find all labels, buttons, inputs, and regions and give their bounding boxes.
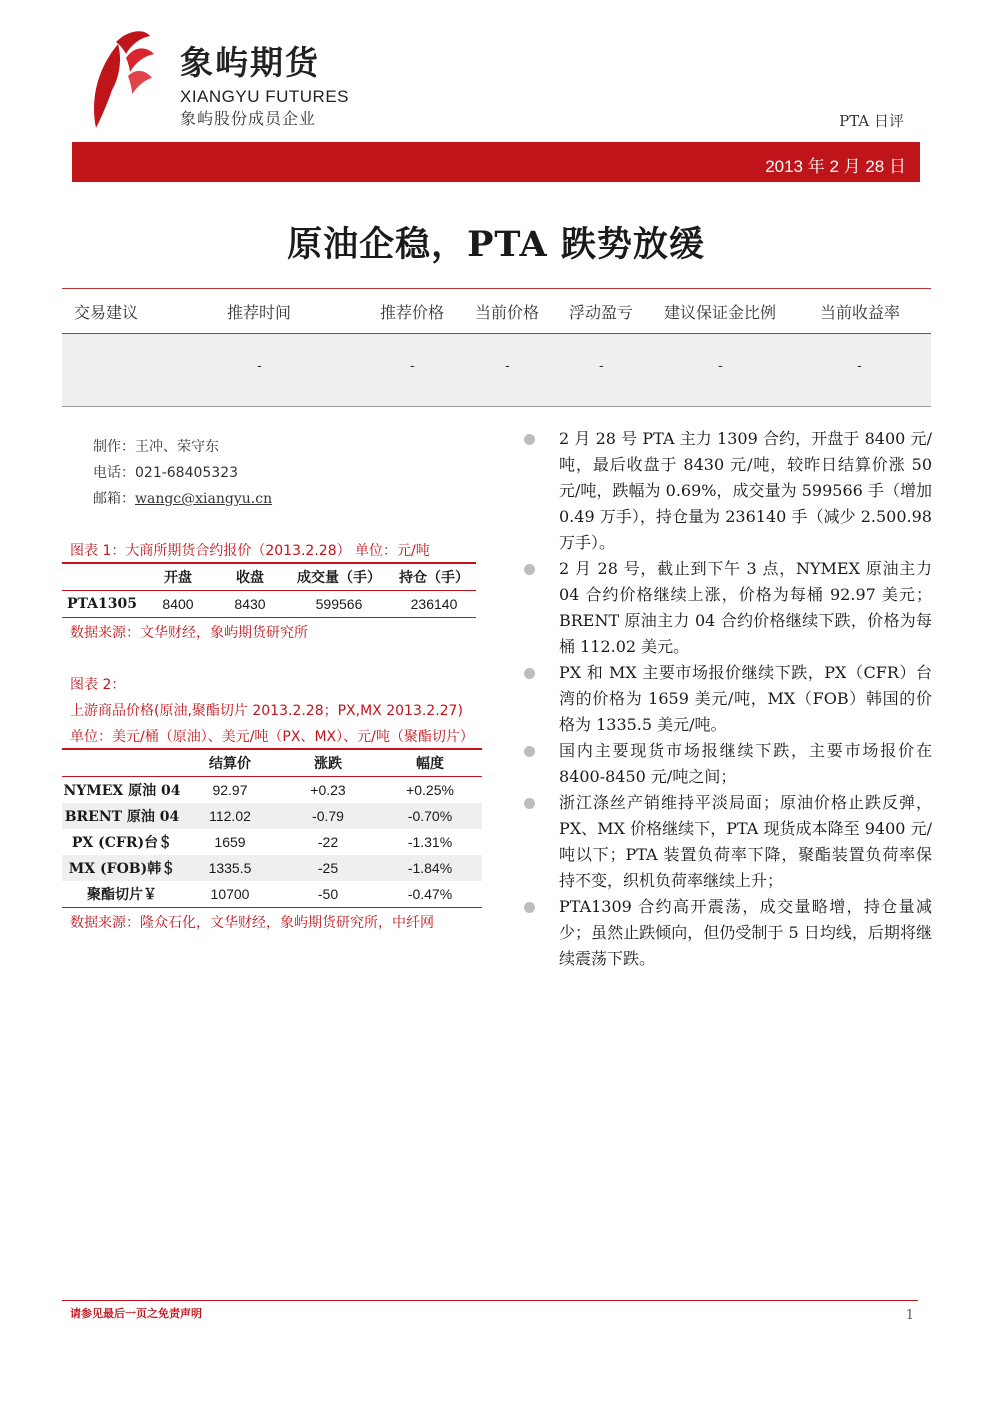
futures-quote-table [62,562,476,618]
brand-name-en: XIANGYU FUTURES [180,87,350,106]
change-cell: -22 [317,834,339,850]
bullet-text: PTA1309 合约高开震荡，成交量略增，持仓量减少；虽然止跌倾向，但仍受制于 5 日均线，后期将继续震荡下跌。 [559,897,932,968]
rec-header: 交易建议 [74,303,139,322]
table1-caption: 图表 1：大商所期货合约报价（2013.2.28） 单位：元/吨 [70,543,430,559]
open-cell: 8400 [162,596,194,612]
rec-header: 当前收益率 [820,303,901,322]
pct-cell: -0.47% [407,886,453,902]
rec-header: 推荐时间 [227,303,292,322]
price-cell: 112.02 [182,803,278,829]
commentary-list [522,426,932,972]
table2-caption-line3: 单位：美元/桶（原油）、美元/吨（PX、MX）、元/吨（聚酯切片） [70,729,474,745]
bullet-icon [524,746,535,757]
table-row [62,591,476,618]
rec-header: 浮动盈亏 [569,303,634,322]
bullet-icon [524,434,535,445]
table-header-row [62,563,476,591]
contract-cell: PTA1305 [66,596,137,612]
bullet-icon [524,564,535,575]
position-cell: 236140 [410,596,458,612]
table-border-bottom [62,406,931,407]
upstream-price-table [62,748,482,908]
price-cell: 92.97 [212,782,248,798]
bullet-text: PX 和 MX 主要市场报价继续下跌，PX（CFR）台湾的价格为 1659 美元/吨，MX（FOB）韩国的价格为 1335.5 美元/吨。 [559,663,932,734]
header-cell [62,749,182,777]
change-cell: +0.23 [310,782,346,798]
price-cell: 1659 [214,834,246,850]
rec-header: 建议保证金比例 [664,303,777,322]
list-item [522,426,932,556]
rec-values-row [62,334,931,406]
list-item [522,738,932,790]
header-cell: 幅度 [416,756,444,772]
disclaimer-note: 请参见最后一页之免责声明 [70,1307,202,1320]
change-cell: -0.79 [278,803,378,829]
table-row [62,777,482,804]
logo-icon [88,28,156,132]
close-cell: 8430 [234,596,266,612]
header-cell: 结算价 [209,756,251,772]
document-type: PTA 日评 [839,112,904,130]
table-row [62,855,482,881]
brand-name-cn: 象屿期货 [180,43,320,82]
table2-caption-line2: 上游商品价格(原油,聚酯切片 2013.2.28；PX,MX 2013.2.27) [70,703,463,719]
pct-cell: -1.31% [407,834,453,850]
volume-cell: 599566 [315,596,363,612]
commodity-cell: MX (FOB)韩＄ [62,855,182,881]
rec-header: 推荐价格 [380,303,445,322]
header-cell: 收盘 [236,570,264,586]
author: 制作：王冲、荣守东 [93,439,219,455]
list-item [522,660,932,738]
list-item [522,894,932,972]
list-item [522,556,932,660]
price-cell: 1335.5 [182,855,278,881]
bullet-text: 国内主要现货市场报继续下跌，主要市场报价在 8400-8450 元/吨之间； [559,741,932,786]
table-row [62,881,482,908]
table1-source: 数据来源：文华财经，象屿期货研究所 [70,625,308,641]
commodity-cell: NYMEX 原油 04 [63,783,181,799]
change-cell: -50 [317,886,339,902]
header-cell: 涨跌 [314,756,342,772]
table-row [62,829,482,855]
change-cell: -25 [278,855,378,881]
table-bottom-rule [62,618,476,619]
header-cell: 持仓（手） [399,570,469,586]
date-bar [72,142,920,182]
table-row [62,803,482,829]
table-border-top [62,288,931,289]
header-cell [62,563,142,591]
rec-value: - [410,358,415,374]
price-cell: 10700 [210,886,250,902]
pct-cell: -0.70% [378,803,482,829]
page-number: 1 [905,1308,914,1323]
bullet-text: 2 月 28 号，截止到下午 3 点，NYMEX 原油主力 04 合约价格继续上涨，价格为每桶 92.97 美元；BRENT 原油主力 04 合约价格继续下跌，价格为每桶 112.02 美元。 [559,559,932,656]
header-cell: 成交量（手） [297,570,381,586]
phone: 电话：021-68405323 [93,465,239,481]
rec-value: - [718,358,723,374]
header-cell: 开盘 [164,570,192,586]
list-item [522,790,932,894]
report-date: 2013 年 2 月 28 日 [765,157,906,176]
table-header-row [62,749,482,777]
page-title: 原油企稳，PTA 跌势放缓 [287,224,705,265]
email-link[interactable]: wangc@xiangyu.cn [135,491,273,507]
brand-subtitle: 象屿股份成员企业 [180,109,317,128]
commodity-cell: PX (CFR)台＄ [71,835,173,851]
email-row [93,488,272,508]
commodity-cell: 聚酯切片￥ [87,887,157,903]
bullet-text: 2 月 28 号 PTA 主力 1309 合约，开盘于 8400 元/吨，最后收盘于 8430 元/吨，较昨日结算价涨 50 元/吨，跌幅为 0.69%，成交量为 599566 手（增加 0.49 万手），持仓量为 236140 手（减少 2.500.98 万手）。 [559,429,932,552]
rec-header: 当前价格 [475,303,540,322]
rec-value: - [257,358,262,374]
footer-divider [62,1300,918,1301]
pct-cell: +0.25% [406,782,454,798]
table2-caption: 图表 2： [70,677,126,693]
rec-value: - [599,358,604,374]
commodity-cell: BRENT 原油 04 [62,803,182,829]
table2-source: 数据来源：隆众石化，文华财经，象屿期货研究所，中纤网 [70,915,434,931]
rec-value: - [505,358,510,374]
pct-cell: -1.84% [378,855,482,881]
email-label: 邮箱： [93,491,135,507]
table-bottom-rule [62,908,482,909]
bullet-icon [524,798,535,809]
rec-value: - [857,358,862,374]
bullet-icon [524,902,535,913]
bullet-icon [524,668,535,679]
bullet-text: 浙江涤丝产销维持平淡局面；原油价格止跌反弹，PX、MX 价格继续下，PTA 现货成本降至 9400 元/吨以下；PTA 装置负荷率下降，聚酯装置负荷率保持不变，织机负荷率继续上升； [559,793,932,890]
